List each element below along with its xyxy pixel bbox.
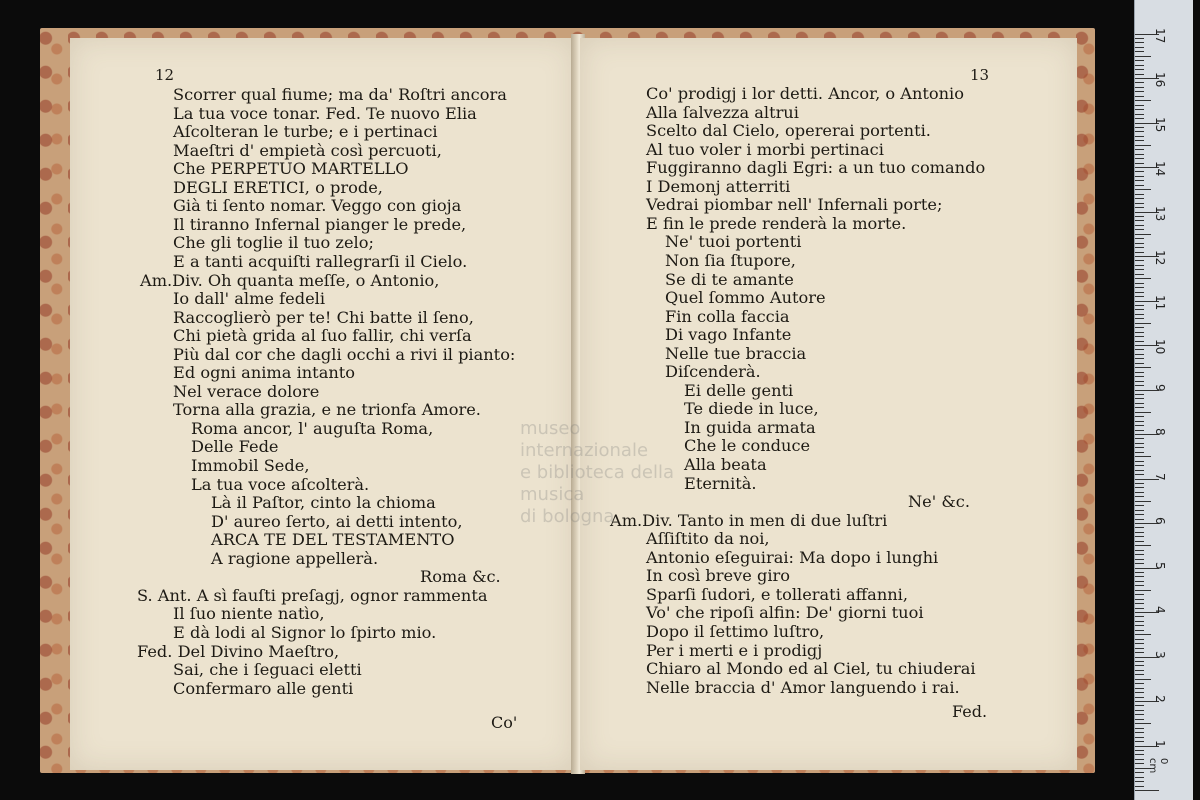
ruler-tick [1135,91,1144,92]
ruler-tick [1135,154,1144,155]
ruler-tick [1135,243,1144,244]
ruler-tick [1135,599,1144,600]
ruler-tick [1135,572,1144,573]
ruler-tick [1135,376,1144,377]
ruler-number: 6 [1153,517,1167,525]
ruler-tick [1135,527,1144,528]
ruler-tick [1135,790,1159,791]
ruler-tick [1135,465,1144,466]
ruler-tick [1135,421,1144,422]
ruler-tick [1135,674,1144,675]
ruler-tick [1135,608,1144,609]
left-text-line: Il tiranno Infernal pianger le prede, [173,214,467,234]
right-text-line: Ne' tuoi portenti [665,232,802,252]
left-text-line: Io dall' alme fedeli [173,289,326,309]
ruler-tick [1135,287,1144,288]
left-text-line: Raccoglierò per te! Chi batte il ſeno, [173,307,474,327]
ruler-tick [1135,683,1144,684]
right-text-line: Ne' &c. [908,492,970,512]
right-text-line: Chiaro al Mondo ed al Ciel, tu chiuderai [646,659,976,679]
ruler-tick [1135,630,1144,631]
left-text-line: Fed. Del Divino Maeſtro, [137,641,340,661]
ruler-tick [1135,180,1144,181]
ruler-tick [1135,234,1151,235]
ruler-tick [1135,661,1144,662]
ruler-tick [1135,594,1144,595]
ruler-tick [1135,171,1144,172]
ruler-tick [1135,541,1144,542]
ruler-tick [1135,296,1144,297]
ruler-tick [1135,483,1144,484]
ruler-tick [1135,82,1144,83]
left-text-line: Roma ancor, l' auguſta Roma, [191,418,434,438]
right-text-line: Alla ſalvezza altrui [646,102,799,122]
ruler-tick [1135,501,1151,502]
catchword-left: Co' [491,713,518,732]
right-text-line: Quel ſommo Autore [665,288,826,308]
left-text-line: Immobil Sede, [191,456,310,475]
ruler-tick [1135,38,1144,39]
ruler-tick [1135,581,1144,582]
right-text-line: Vedrai piombar nell' Infernali porte; [646,195,943,215]
ruler-tick [1135,127,1144,128]
ruler-tick [1135,198,1144,199]
ruler-tick [1135,590,1151,591]
page-number-left: 12 [155,66,175,84]
ruler-number: 1 [1153,739,1167,748]
ruler-tick [1135,318,1144,319]
ruler-tick [1135,327,1144,328]
right-text-line: Fuggiranno dagli Egri: a un tuo comando [646,158,986,178]
catchword-right: Fed. [952,702,988,721]
right-text-line: Dopo il ſettimo luſtro, [646,621,825,641]
ruler-tick [1135,545,1151,546]
ruler-tick [1135,750,1144,751]
ruler-tick [1135,461,1144,462]
ruler-tick [1135,283,1144,284]
right-text-line: Ei delle genti [684,380,794,400]
ruler-tick [1135,728,1144,729]
ruler-number: 14 [1153,161,1167,177]
ruler-tick [1135,679,1151,680]
ruler-tick [1135,314,1144,315]
right-text-line: E fin le prede renderà la morte. [646,213,907,233]
ruler-tick [1135,536,1144,537]
ruler-tick [1135,194,1144,195]
right-text-line: I Demonj atterriti [646,176,791,196]
ruler-number: 3 [1153,650,1167,659]
left-text-line: La tua voce aſcolterà. [191,474,370,494]
ruler-tick [1135,47,1144,48]
ruler-number: 16 [1153,72,1167,88]
right-text-line: Sparſi ſudori, e tollerati affanni, [646,584,908,604]
ruler-tick [1135,719,1144,720]
ruler-tick [1135,772,1144,773]
ruler-number: 7 [1153,472,1167,481]
ruler-tick [1135,140,1144,141]
right-text-line: Antonio eſeguirai: Ma dopo i lunghi [646,547,939,567]
ruler-tick [1135,416,1144,417]
ruler-number: 9 [1153,383,1167,392]
left-page [70,38,575,770]
ruler-tick [1135,65,1144,66]
ruler-tick [1135,634,1151,635]
ruler-tick [1135,616,1144,617]
ruler-tick [1135,737,1144,738]
ruler-tick [1135,648,1144,649]
right-page [580,38,1077,770]
ruler-tick [1135,510,1144,511]
ruler-tick [1135,710,1144,711]
ruler-tick [1135,407,1144,408]
left-text-line: Più dal cor che dagli occhi a rivi il pianto: [173,344,516,364]
left-text-line: A ragione appellerà. [211,548,379,568]
left-text-line: Am.Div. Oh quanta meſſe, o Antonio, [140,270,440,290]
left-text-line: Sai, che i ſeguaci eletti [173,660,362,680]
ruler-tick [1135,51,1144,52]
ruler-tick [1135,714,1144,715]
ruler-tick [1135,585,1144,586]
left-text-line: Chi pietà grida al ſuo fallir, chi verſa [173,326,472,346]
right-text-line: Vo' che ripoſi alfin: De' giorni tuoi [646,603,924,623]
right-text-line: Nelle braccia d' Amor languendo i rai. [646,677,960,697]
left-text-line: Che PERPETUO MARTELLO [173,159,409,179]
left-text-line: Aſcolteran le turbe; e i pertinaci [173,122,438,142]
left-text-line: La tua voce tonar. Fed. Te nuovo Elia [173,103,477,123]
ruler-tick [1135,505,1144,506]
ruler-number: 17 [1153,27,1167,43]
left-text-line: Confermaro alle genti [173,678,354,698]
ruler-tick [1135,229,1144,230]
left-text-line: Roma &c. [420,567,501,587]
ruler-tick [1135,786,1144,787]
ruler-tick [1135,403,1144,404]
right-text-line: Alla beata [684,455,767,474]
ruler-unit-label: 0 cm [1147,758,1169,774]
ruler-tick [1135,514,1144,515]
ruler-tick [1135,576,1144,577]
ruler-tick [1135,163,1144,164]
ruler-tick [1135,363,1144,364]
ruler-tick [1135,136,1144,137]
ruler-tick [1135,621,1144,622]
left-text-line: Scorrer qual fiume; ma da' Roſtri ancora [173,85,507,104]
ruler-tick [1135,100,1151,101]
right-text-line: Che le conduce [684,436,811,456]
ruler-tick [1135,492,1144,493]
ruler-tick [1135,559,1144,560]
ruler-tick [1135,443,1144,444]
ruler-tick [1135,185,1144,186]
right-text-line: Eternità. [684,473,757,493]
ruler-tick [1135,349,1144,350]
ruler-tick [1135,332,1144,333]
ruler-tick [1135,670,1144,671]
ruler-number: 12 [1153,250,1167,266]
ruler-tick [1135,781,1144,782]
ruler-tick [1135,96,1144,97]
watermark: museo internazionale e biblioteca della musica di bologna [520,418,674,527]
ruler-number: 11 [1153,294,1167,310]
ruler-tick [1135,639,1144,640]
ruler-tick [1135,42,1144,43]
left-text-line: E a tanti acquiſti rallegrarſi il Cielo. [173,251,468,271]
ruler-number: 5 [1153,561,1167,570]
ruler-tick [1135,412,1151,413]
ruler-tick [1135,367,1151,368]
ruler-tick [1135,385,1144,386]
ruler-tick [1135,732,1144,733]
left-text-line: Torna alla grazia, e ne trionfa Amore. [173,400,481,420]
ruler-tick [1135,238,1144,239]
right-text-line: Aſſiſtito da noi, [646,529,770,549]
ruler-tick [1135,519,1144,520]
left-text-line: Là il Paſtor, cinto la chioma [211,493,436,513]
ruler-tick [1135,723,1151,724]
ruler-tick [1135,207,1144,208]
left-text-line: Nel verace dolore [173,381,320,401]
right-text-line: In così breve giro [646,566,790,586]
ruler-tick [1135,554,1144,555]
right-text-line: Am.Div. Tanto in men di due luſtri [610,510,888,530]
ruler-tick [1135,74,1144,75]
ruler-tick [1135,652,1144,653]
ruler-tick [1135,158,1144,159]
left-text-line: S. Ant. A sì fauſti preſagj, ognor rammenta [137,585,488,605]
right-text-line: Nelle tue braccia [665,343,807,363]
right-text-line: Te diede in luce, [684,399,819,419]
right-text-line: In guida armata [684,417,816,437]
ruler-tick [1135,323,1151,324]
ruler-tick [1135,131,1144,132]
ruler-tick [1135,118,1144,119]
ruler-tick [1135,87,1144,88]
ruler-tick [1135,754,1144,755]
ruler-tick [1135,247,1144,248]
left-text-line: ARCA TE DEL TESTAMENTO [211,530,455,550]
right-text-line: Scelto dal Cielo, opererai portenti. [646,121,931,141]
ruler-tick [1135,692,1144,693]
ruler-tick [1135,145,1151,146]
ruler-tick [1135,425,1144,426]
ruler-tick [1135,487,1144,488]
ruler-tick [1135,741,1144,742]
left-text-line: E dà lodi al Signor lo ſpirto mio. [173,622,437,642]
left-text-line: Il ſuo niente natìo, [173,604,325,624]
ruler-tick [1135,176,1144,177]
ruler-tick [1135,688,1144,689]
ruler-number: 13 [1153,205,1167,221]
ruler-tick [1135,203,1144,204]
ruler-tick [1135,763,1144,764]
right-text-line: Al tuo voler i morbi pertinaci [646,139,884,159]
left-text-line: D' aureo ſerto, ai detti intento, [211,511,463,531]
ruler-tick [1135,430,1144,431]
ruler-tick [1135,759,1144,760]
ruler-tick [1135,777,1144,778]
ruler-tick [1135,496,1144,497]
ruler-tick [1135,550,1144,551]
ruler-tick [1135,278,1151,279]
left-text-line: Ed ogni anima intanto [173,363,356,383]
left-text-line: Delle Fede [191,437,279,457]
ruler-tick [1135,265,1144,266]
ruler-tick [1135,532,1144,533]
ruler-tick [1135,105,1144,106]
ruler-tick [1135,398,1144,399]
right-text-line: Di vago Infante [665,325,792,345]
ruler-tick [1135,69,1144,70]
right-text-line: Fin colla faccia [665,306,790,326]
ruler-tick [1135,381,1144,382]
ruler-tick [1135,149,1144,150]
ruler-tick [1135,470,1144,471]
ruler-number: 4 [1153,606,1167,614]
ruler-tick [1135,269,1144,270]
ruler-tick [1135,603,1144,604]
ruler-tick [1135,336,1144,337]
ruler-tick [1135,109,1144,110]
ruler-tick [1135,447,1144,448]
ruler-tick [1135,216,1144,217]
ruler-number: 8 [1153,428,1167,436]
ruler-tick [1135,372,1144,373]
ruler-tick [1135,665,1144,666]
ruler-tick [1135,438,1144,439]
ruler-tick [1135,697,1144,698]
ruler-tick [1135,309,1144,310]
ruler-tick [1135,260,1144,261]
right-text-line: Se di te amante [665,269,794,289]
ruler-tick [1135,354,1144,355]
right-text-line: Co' prodigj i lor detti. Ancor, o Antonio [646,84,964,103]
left-text-line: Maeſtri d' empietà così percuoti, [173,140,442,160]
ruler-tick [1135,225,1144,226]
right-text-line: Non ſia ſtupore, [665,250,796,270]
left-text-line: Che gli toglie il tuo zelo; [173,233,374,253]
right-text-line: Per i merti e i prodigj [646,640,823,660]
measurement-ruler [1134,0,1193,800]
ruler-tick [1135,189,1151,190]
ruler-tick [1135,563,1144,564]
ruler-number: 10 [1153,339,1167,355]
right-text-line: Diſcenderà. [665,362,761,382]
ruler-tick [1135,643,1144,644]
ruler-number: 15 [1153,116,1167,132]
ruler-tick [1135,452,1144,453]
ruler-tick [1135,456,1151,457]
ruler-tick [1135,705,1144,706]
ruler-tick [1135,292,1144,293]
ruler-tick [1135,625,1144,626]
ruler-number: 2 [1153,695,1167,703]
ruler-tick [1135,305,1144,306]
ruler-tick [1135,474,1144,475]
ruler-tick [1135,394,1144,395]
ruler-tick [1135,274,1144,275]
ruler-tick [1135,56,1151,57]
ruler-tick [1135,60,1144,61]
ruler-tick [1135,358,1144,359]
left-text-line: DEGLI ERETICI, o prode, [173,177,383,197]
ruler-tick [1135,114,1144,115]
ruler-tick [1135,220,1144,221]
left-text-line: Già ti ſento nomar. Veggo con gioja [173,196,462,216]
ruler-tick [1135,341,1144,342]
page-number-right: 13 [970,66,990,84]
ruler-tick [1135,252,1144,253]
